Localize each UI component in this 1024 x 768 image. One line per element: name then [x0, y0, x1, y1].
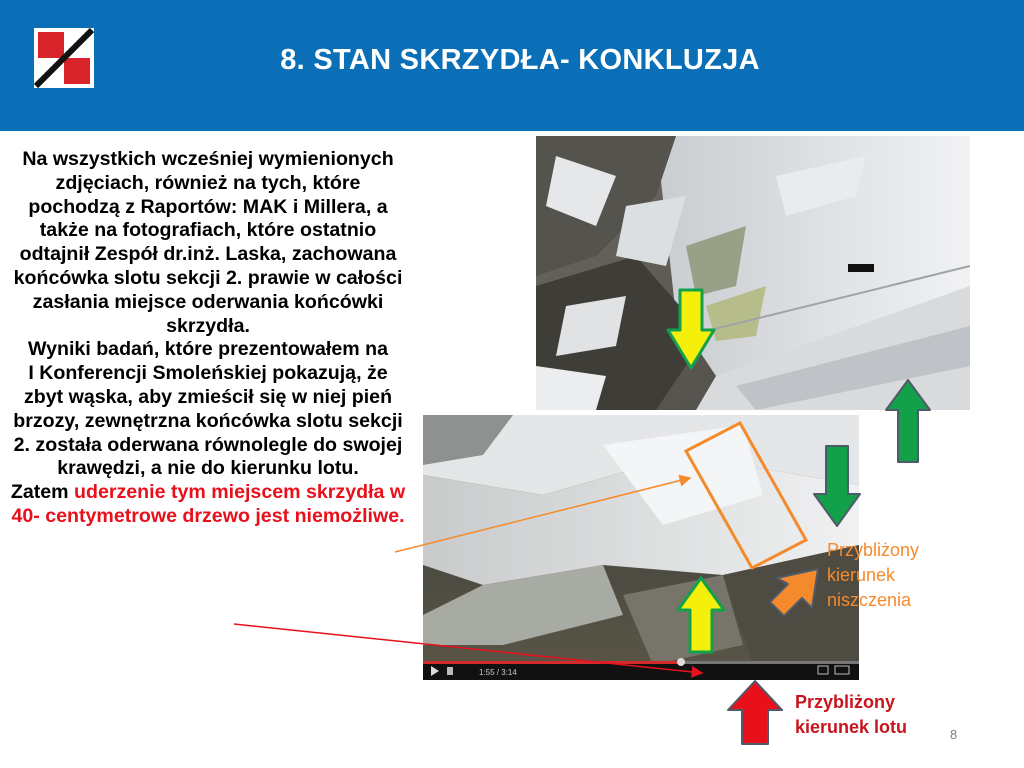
orange-leader-line — [395, 478, 690, 552]
caption-flight-direction — [795, 690, 945, 740]
paragraph-2-line-2: I Konferencji Smoleńskiej pokazują, że zbyt wąska, aby zmieścił się w niej pień brzozy, zewnętrzna końcówka slotu sekcji 2. została oderwana równolegle do swojej krawędzi, a nie do kierunku lotu. — [13, 362, 403, 480]
caption-flight-line-1: Przybliżony — [795, 692, 896, 712]
highlight-rectangle — [686, 423, 806, 568]
paragraph-2-line-1: Wyniki badań, które prezentowałem na — [27, 338, 389, 361]
arrow-orange-diagonal-icon — [770, 569, 818, 616]
page-number: 8 — [950, 727, 958, 742]
caption-destruction-direction: Przybliżony kierunek niszczenia — [827, 540, 920, 610]
video-time-label: 1:55 / 3:14 — [479, 668, 517, 677]
arrow-yellow-down-icon — [668, 290, 714, 368]
page-title: 8. STAN SKRZYDŁA- KONKLUZJA — [280, 44, 760, 76]
conclusion-prefix: Zatem — [10, 481, 75, 504]
conclusion-highlight: uderzenie tym miejscem skrzydła w 40- centymetrowe drzewo jest niemożliwe. — [11, 481, 406, 527]
paragraph-1: Na wszystkich wcześniej wymienionych zdjęciach, również na tych, które pochodzą z Raportów: MAK i Millera, a także na fotografiach, które ostatnio odtajnił Zespół dr.inż. Laska, zachowana końcówka slotu sekcji 2. prawie w całości zasłania miejsce oderwania końcówki skrzydła. — [13, 148, 403, 337]
red-leader-line — [234, 624, 702, 673]
caption-flight-line-2: kierunek lotu — [795, 717, 908, 737]
arrow-green-up-icon — [886, 380, 930, 462]
arrow-yellow-up-icon — [678, 578, 724, 652]
arrow-red-up-icon — [728, 681, 782, 744]
arrow-green-down-icon — [814, 446, 860, 526]
